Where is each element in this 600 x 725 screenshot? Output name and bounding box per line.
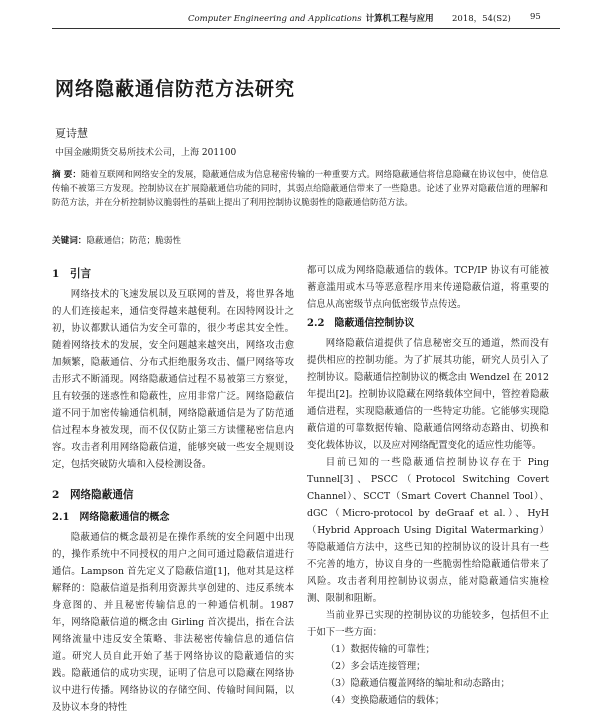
author-affiliation: 中国金融期货交易所技术公司，上海 201100	[55, 148, 237, 158]
abstract	[52, 168, 548, 210]
running-header	[0, 8, 600, 30]
section-1-heading: 1 引言	[52, 268, 92, 280]
section-2-2-paragraph-1: 网络隐蔽信道提供了信息秘密交互的通道，然而没有提供相应的控制功能。为了扩展其功能，研究人员引入了控制协议。隐蔽通信控制协议的概念由 Wendzel 在 2012 年提出[2]。控制协议隐藏在网络载体空间中，管控着隐蔽通信进程，实现隐蔽通信的一些特定功能。它能够实现隐蔽信道的可靠数据传输、隐蔽通信网络动态路由、切换和变化载体协议，以及应对网络配置变化的适应性功能等。	[307, 338, 549, 451]
continued-paragraph: 都可以成为网络隐蔽通信的载体。TCP/IP 协议有可能被蓄意滥用或木马等恶意程序用来传递隐蔽信道，将重要的信息从高密级节点向低密级节点传送。	[307, 265, 549, 310]
list-item: （4）变换隐蔽通信的载体；	[325, 695, 445, 706]
section-2-1-paragraph: 隐蔽通信的概念最初是在操作系统的安全问题中出现的，操作系统中不同授权的用户之间可通过隐蔽信道进行通信。Lampson 首先定义了隐蔽信道[1]，他对其是这样解释的：隐蔽信道是指利用资源共享创建的、违反系统本身意图的、并且秘密传输信息的一种通信机制。1987 年，网络隐蔽信道的概念由 Girling 首次提出，指在合法网络流量中违反安全策略、非法秘密传输信息的通信信道。研究人员自此开始了基于网络协议的隐蔽通信的实践。隐蔽通信的成功实现，证明了信息可以隐藏在网络协议中进行传播。网络协议的存储空间、传输时间间隔，以及协议本身的特性	[52, 532, 294, 713]
keywords-label: 关键词：	[52, 236, 87, 246]
keywords	[52, 234, 181, 246]
issue-info: 2018，54(S2)	[452, 14, 511, 24]
section-2-2-paragraph-3: 当前业界已实现的控制协议的功能较多，包括但不止于如下一些方面：	[307, 610, 549, 638]
section-2-heading: 2 网络隐蔽通信	[52, 489, 134, 501]
section-2-2-paragraph-2: 目前已知的一些隐蔽通信控制协议存在于 Ping Tunnel[3]、PSCC（Protocol Switching Covert Channel）、SCCT（Smart Covert Channel Tool）、dGC（Micro-protocol by deGraaf et al.）、HyH（Hybrid Approach Using Digital Watermarking）等隐蔽通信方法中，这些已知的控制协议的设计具有一些不完善的地方，协议自身的一些脆弱性给隐蔽通信带来了风险。攻击者利用控制协议弱点，能对隐蔽通信实施检测、限制和阻断。	[307, 457, 549, 604]
author-name: 夏诗慧	[55, 127, 88, 140]
abstract-label: 摘 要：	[52, 170, 81, 180]
journal-name-en: Computer Engineering and Applications	[188, 14, 362, 24]
journal-name-cn: 计算机工程与应用	[365, 14, 434, 24]
abstract-text: 随着互联网和网络安全的发展，隐蔽通信成为信息秘密传输的一种重要方式。网络隐蔽通信将信息隐藏在协议包中，使信息传输不被第三方发现。控制协议在扩展隐蔽通信功能的同时，其弱点给隐蔽通信带来了一些隐患。论述了业界对隐蔽信道的理解和防范方法，并在分析控制协议脆弱性的基础上提出了利用控制协议脆弱性的隐蔽通信防范方法。	[52, 170, 548, 208]
list-item: （1）数据传输的可靠性；	[325, 644, 435, 655]
page-number: 95	[530, 12, 541, 22]
function-list	[307, 641, 549, 709]
right-column	[307, 262, 549, 709]
list-item: （3）隐蔽通信覆盖网络的编址和动态路由；	[325, 678, 510, 689]
section-2-1-heading: 2.1 网络隐蔽通信的概念	[52, 512, 170, 523]
section-1-paragraph: 网络技术的飞速发展以及互联网的普及，将世界各地的人们连接起来，通信变得越来越便利。在因特网设计之初，协议都默认通信为安全可靠的，很少考虑其安全性。随着网络技术的发展，安全问题越来越突出，网络攻击愈加频繁，隐蔽通信、分布式拒绝服务攻击、僵尸网络等攻击形式不断涌现。网络隐蔽通信过程不易被第三方察觉，且有较强的迷惑性和隐蔽性，应用非常广泛。网络隐蔽信道不同于加密传输通信机制，网络隐蔽通信是为了防范通信过程本身被发现，而不仅仅防止第三方读懂秘密信息内容。攻击者利用网络隐蔽信道，能够突破一些安全规则设定，包括突破防火墙和入侵检测设备。	[52, 289, 294, 470]
article-title: 网络隐蔽通信防范方法研究	[55, 78, 296, 100]
header-rule	[52, 28, 560, 29]
journal-name	[188, 12, 434, 24]
section-2-2-heading: 2.2 隐蔽通信控制协议	[307, 318, 415, 329]
keywords-text: 隐蔽通信；防范；脆弱性	[86, 236, 181, 246]
list-item: （2）多会话连接管理；	[325, 661, 426, 672]
left-column	[52, 262, 294, 716]
